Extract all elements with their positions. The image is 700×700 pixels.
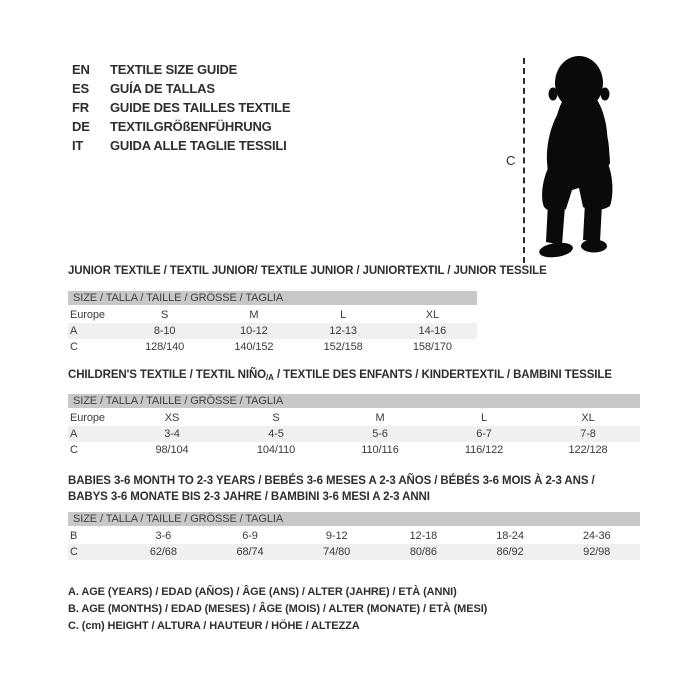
table-cell: 12-13 [329, 325, 357, 337]
table-cell: 10-12 [240, 325, 268, 337]
language-row-es [72, 79, 290, 98]
note-b: B. AGE (MONTHS) / EDAD (MESES) / ÂGE (MOIS) / ALTER (MONATE) / ETÀ (MESI) [68, 603, 488, 615]
table-cell: 68/74 [236, 546, 264, 558]
table-header-bar: SIZE / TALLA / TAILLE / GRÖSSE / TAGLIA [68, 394, 640, 408]
table-cell: 116/122 [464, 444, 504, 456]
language-list [72, 60, 290, 155]
table-cell: 8-10 [153, 325, 176, 337]
row-label: A [70, 325, 78, 337]
table-cell: 12-18 [409, 530, 438, 542]
table-cell: M [249, 309, 259, 321]
table-cell: 128/140 [145, 341, 185, 353]
language-code: ES [72, 81, 89, 96]
table-cell: 110/116 [361, 444, 399, 456]
row-label: C [70, 444, 78, 456]
table-cell: M [375, 412, 385, 424]
table-cell: 18-24 [496, 530, 524, 542]
table-cell: 158/170 [412, 341, 452, 353]
table-row [68, 442, 640, 458]
table-cell: 74/80 [323, 546, 351, 558]
table-row [68, 544, 640, 560]
table-cell: 104/110 [256, 444, 296, 456]
table-cell: 92/98 [583, 546, 611, 558]
table-cell: XS [164, 412, 180, 424]
title-line-1: BABIES 3-6 MONTH TO 2-3 YEARS / BEBÉS 3-6 MESES A 2-3 AÑOS / BÉBÉS 3-6 MOIS À 2-3 ANS / [68, 475, 595, 487]
title-subscript: /A [266, 373, 274, 382]
language-row-en [72, 60, 290, 79]
height-measure-line [523, 58, 525, 263]
table-cell: 6-9 [242, 530, 258, 542]
table-cell: L [340, 309, 347, 321]
language-label: GUIDE DES TAILLES TEXTILE [110, 100, 291, 115]
note-c: C. (cm) HEIGHT / ALTURA / HAUTEUR / HÖHE / ALTEZZA [68, 620, 360, 632]
height-measure-label: C [506, 153, 516, 168]
table-cell: L [480, 412, 488, 424]
language-code: FR [72, 100, 89, 115]
table-row [68, 410, 640, 426]
note-a: A. AGE (YEARS) / EDAD (AÑOS) / ÂGE (ANS) / ALTER (JAHRE) / ETÀ (ANNI) [68, 586, 457, 598]
table-cell: 152/158 [323, 341, 363, 353]
legend-notes [68, 584, 487, 635]
section-title-babies [68, 474, 608, 505]
language-label: GUIDA ALLE TAGLIE TESSILI [110, 138, 287, 153]
table-cell: XL [581, 412, 595, 424]
section-title-junior: JUNIOR TEXTILE / TEXTIL JUNIOR/ TEXTILE JUNIOR / JUNIORTEXTIL / JUNIOR TESSILE [68, 265, 547, 277]
language-code: IT [72, 138, 84, 153]
table-row [68, 339, 477, 355]
table-header-bar: SIZE / TALLA / TAILLE / GRÖSSE / TAGLIA [68, 291, 477, 305]
table-cell: 3-6 [155, 530, 172, 542]
baby-figure [498, 50, 648, 270]
size-table-babies [68, 512, 640, 560]
table-cell: 6-7 [476, 428, 492, 440]
table-cell: 7-8 [580, 428, 596, 440]
table-cell: 62/68 [149, 546, 177, 558]
table-cell: 4-5 [268, 428, 284, 440]
language-label: GUÍA DE TALLAS [110, 81, 215, 96]
language-code: DE [72, 119, 90, 134]
language-code: EN [72, 62, 90, 77]
table-row [68, 323, 477, 339]
section-title-children [68, 369, 612, 382]
table-cell: 122/128 [568, 444, 608, 456]
table-cell: 86/92 [496, 546, 524, 558]
table-cell: 24-36 [582, 530, 611, 542]
table-cell: 3-4 [164, 428, 180, 440]
table-cell: S [272, 412, 280, 424]
table-cell: 14-16 [418, 325, 447, 337]
language-label: TEXTILE SIZE GUIDE [110, 62, 238, 77]
row-label: C [70, 341, 78, 353]
table-cell: 80/86 [409, 546, 437, 558]
size-table-junior [68, 291, 477, 355]
size-table-children [68, 394, 640, 458]
table-row [68, 528, 640, 544]
table-cell: 9-12 [325, 530, 348, 542]
title-line-2: BABYS 3-6 MONATE BIS 2-3 JAHRE / BAMBINI 3-6 MESI A 2-3 ANNI [68, 490, 430, 503]
baby-silhouette-icon [534, 52, 640, 266]
title-text: CHILDREN'S TEXTILE / TEXTIL NIÑO [68, 369, 267, 381]
table-row [68, 307, 477, 323]
language-label: TEXTILGRÖßENFÜHRUNG [110, 119, 272, 134]
table-cell: 140/152 [234, 341, 274, 353]
title-text: / TEXTILE DES ENFANTS / KINDERTEXTIL / BAMBINI TESSILE [273, 369, 612, 381]
row-label: A [70, 428, 78, 440]
row-label: Europe [70, 412, 105, 424]
language-row-de [72, 117, 290, 136]
table-cell: 98/104 [155, 444, 189, 456]
row-label: C [70, 546, 78, 558]
table-row [68, 426, 640, 442]
row-label: Europe [70, 309, 105, 321]
table-cell: 5-6 [372, 428, 388, 440]
table-header-bar: SIZE / TALLA / TAILLE / GRÖSSE / TAGLIA [68, 512, 640, 526]
table-cell: S [161, 309, 169, 321]
language-row-it [72, 136, 290, 155]
row-label: B [70, 530, 78, 542]
table-cell: XL [425, 309, 439, 321]
language-row-fr [72, 98, 290, 117]
